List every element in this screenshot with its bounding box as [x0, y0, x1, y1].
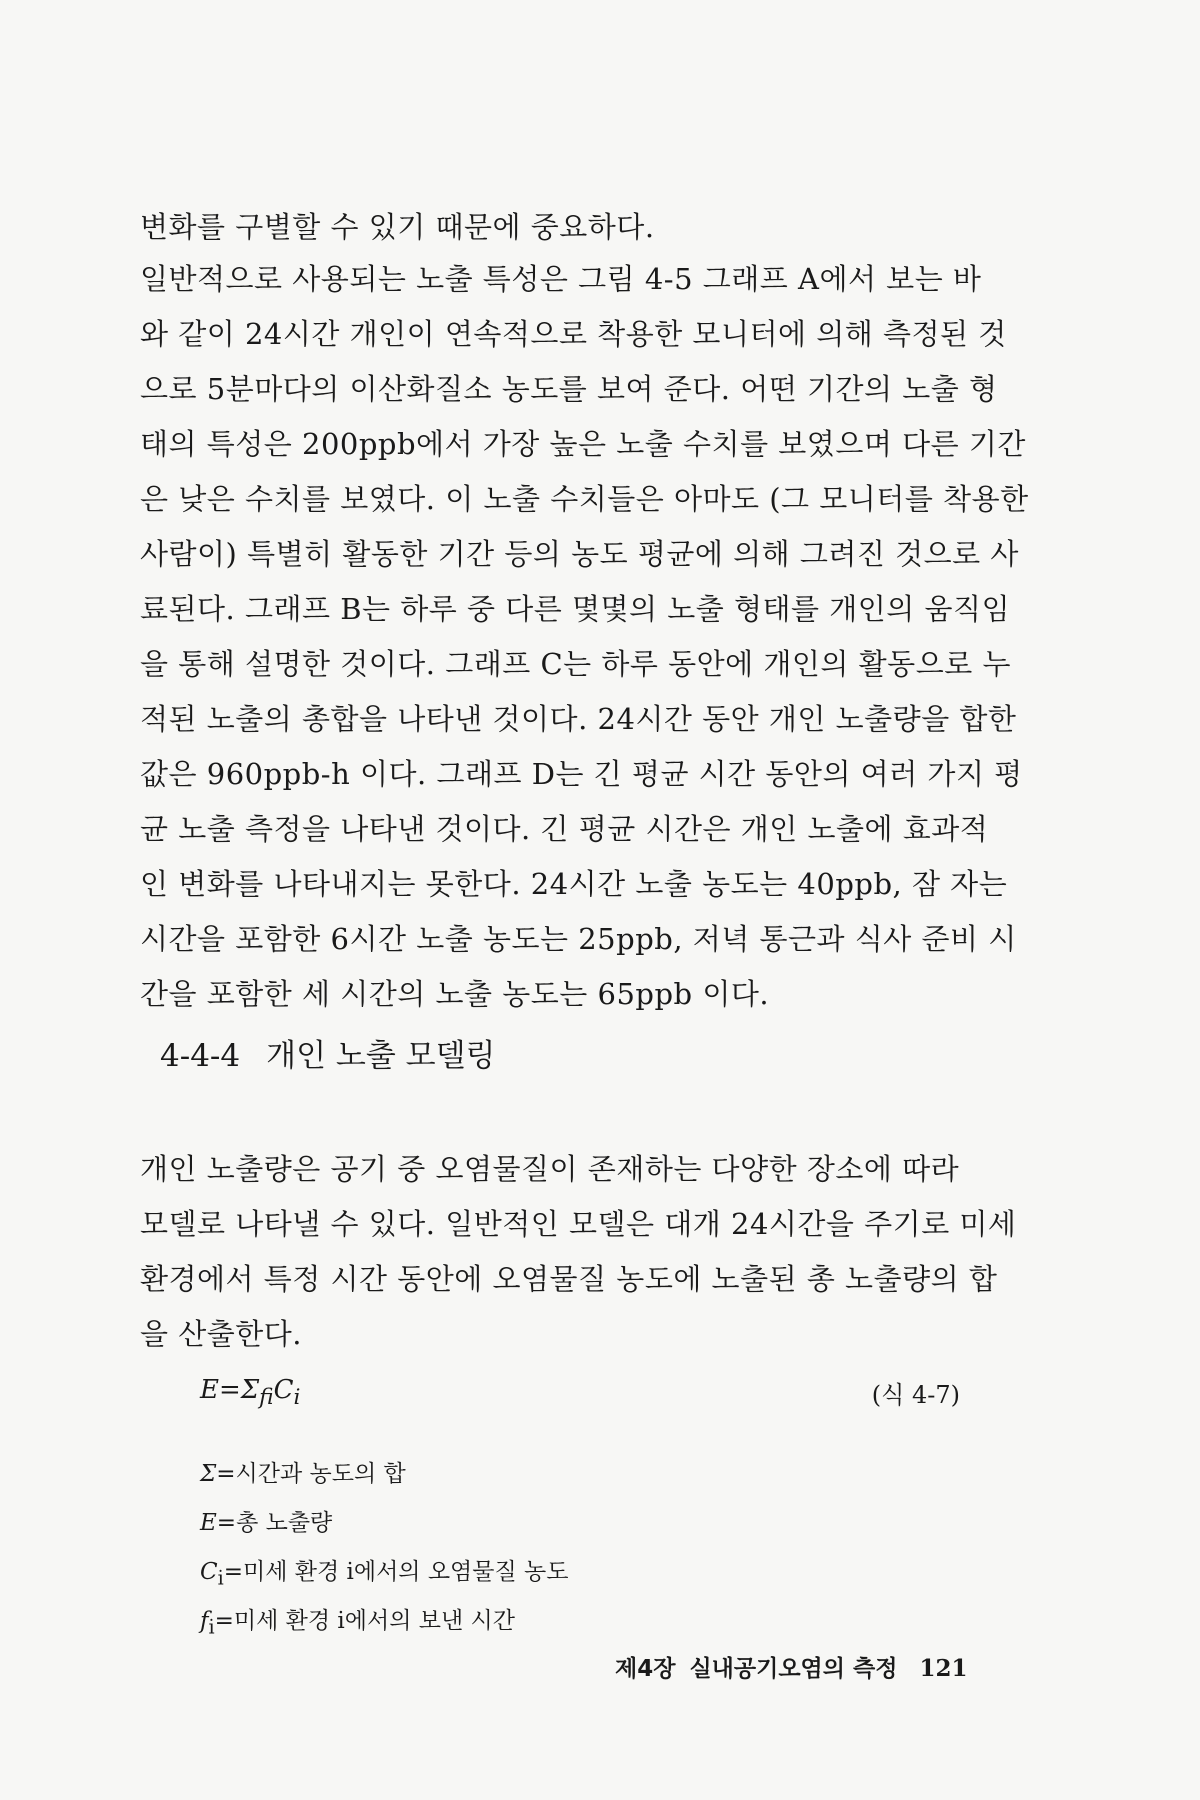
text-line: 환경에서 특정 시간 동안에 오염물질 농도에 노출된 총 노출량의 합	[140, 1262, 998, 1296]
equation-definitions	[200, 1450, 900, 1646]
section-number: 4-4-4	[160, 1038, 241, 1074]
text-line: 균 노출 측정을 나타낸 것이다. 긴 평균 시간은 개인 노출에 효과적	[140, 812, 989, 846]
definition-item: E=총 노출량	[200, 1510, 333, 1536]
text-line: 변화를 구별할 수 있기 때문에 중요하다.	[140, 210, 655, 244]
text-line: 으로 5분마다의 이산화질소 농도를 보여 준다. 어떤 기간의 노출 형	[140, 372, 998, 406]
section-title: 개인 노출 모델링	[266, 1038, 496, 1074]
text-line: 일반적으로 사용되는 노출 특성은 그림 4-5 그래프 A에서 보는 바	[140, 262, 982, 296]
text-line: 개인 노출량은 공기 중 오염물질이 존재하는 다양한 장소에 따라	[140, 1152, 960, 1186]
equation-formula: $E=\Sigma_{fi}C_i$	[200, 1375, 301, 1411]
paragraph-continuation	[140, 200, 990, 255]
footer-chapter: 제4장	[615, 1656, 676, 1682]
text-line: 간을 포함한 세 시간의 노출 농도는 65ppb 이다.	[140, 977, 770, 1011]
text-line: 시간을 포함한 6시간 노출 농도는 25ppb, 저녁 통근과 식사 준비 시	[140, 922, 1017, 956]
text-line: 태의 특성은 200ppb에서 가장 높은 노출 수치를 보였으며 다른 기간	[140, 427, 1026, 461]
text-line: 인 변화를 나타내지는 못한다. 24시간 노출 농도는 40ppb, 잠 자는	[140, 867, 1008, 901]
page-footer	[615, 1650, 967, 1683]
definition-item: Σ=시간과 농도의 합	[200, 1461, 406, 1487]
equation-label: (식 4-7)	[871, 1381, 960, 1409]
footer-title: 실내공기오염의 측정	[689, 1656, 898, 1682]
text-line: 을 산출한다.	[140, 1317, 303, 1351]
paragraph-exposure-modeling	[140, 1142, 1017, 1362]
section-heading	[160, 1030, 495, 1075]
text-line: 적된 노출의 총합을 나타낸 것이다. 24시간 동안 개인 노출량을 합한	[140, 702, 1017, 736]
text-line: 모델로 나타낼 수 있다. 일반적인 모델은 대개 24시간을 주기로 미세	[140, 1207, 1017, 1241]
text-line: 값은 960ppb-h 이다. 그래프 D는 긴 평균 시간 동안의 여러 가지 평	[140, 757, 1023, 791]
equation-4-7	[200, 1375, 960, 1415]
definition-item: $C_i=$미세 환경 i에서의 오염물질 농도	[200, 1559, 569, 1590]
text-line: 료된다. 그래프 B는 하루 중 다른 몇몇의 노출 형태를 개인의 움직임	[140, 592, 1011, 626]
text-line: 와 같이 24시간 개인이 연속적으로 착용한 모니터에 의해 측정된 것	[140, 317, 1007, 351]
text-line: 은 낮은 수치를 보였다. 이 노출 수치들은 아마도 (그 모니터를 착용한	[140, 482, 1029, 516]
page-number: 121	[919, 1655, 968, 1682]
text-line: 사람이) 특별히 활동한 기간 등의 농도 평균에 의해 그려진 것으로 사	[140, 537, 1019, 571]
paragraph-exposure-characteristics	[140, 252, 1029, 1022]
definition-item: $f_i=$미세 환경 i에서의 보낸 시간	[200, 1608, 515, 1639]
text-line: 을 통해 설명한 것이다. 그래프 C는 하루 동안에 개인의 활동으로 누	[140, 647, 1011, 681]
